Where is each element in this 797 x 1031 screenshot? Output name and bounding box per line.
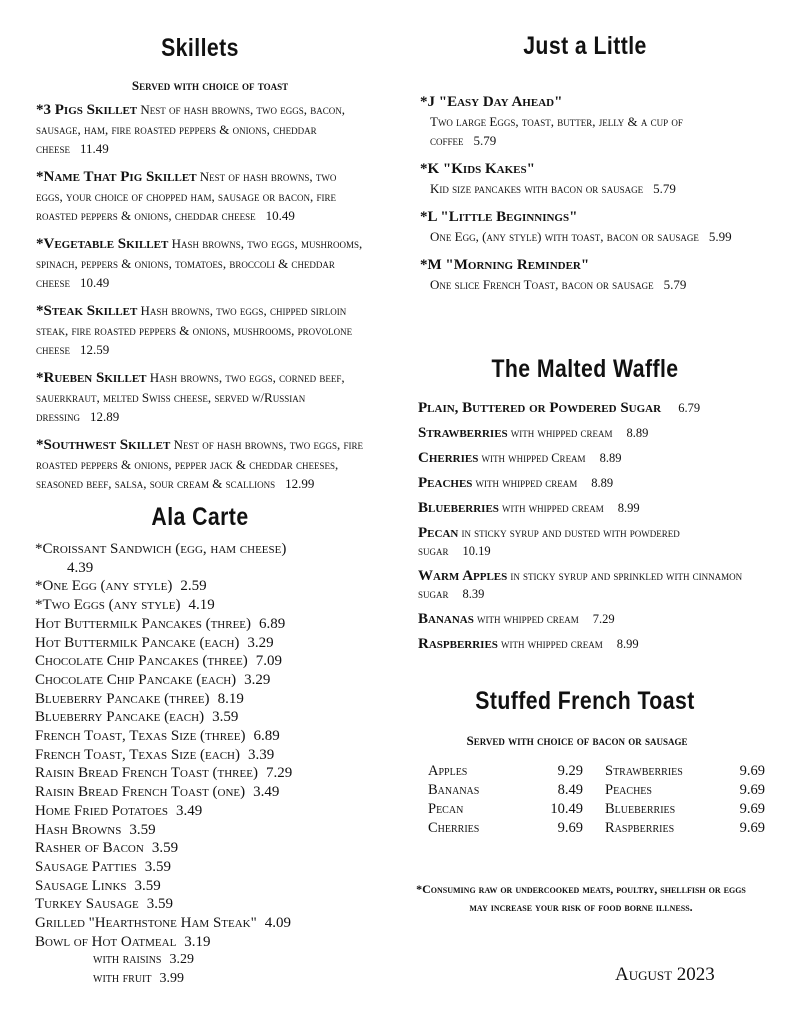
item-price: 7.29	[265, 765, 293, 782]
item-price: 5.79	[653, 181, 676, 196]
menu-item	[35, 821, 395, 840]
menu-item	[418, 524, 748, 560]
stuffed-french-toast-table	[428, 762, 765, 838]
item-name: *Steak Skillet	[36, 303, 138, 319]
just-a-little-title: Just a Little	[523, 32, 647, 60]
item-description: with whipped cream	[501, 637, 603, 651]
table-cell: 9.69	[739, 763, 765, 779]
stuffed-french-toast-title: Stuffed French Toast	[475, 687, 695, 715]
item-name: Home Fried Potatoes	[35, 802, 168, 819]
menu-item	[35, 727, 395, 746]
item-price: 5.79	[663, 277, 687, 292]
table-cell: Blueberries	[605, 801, 676, 817]
item-price: 3.29	[247, 634, 274, 651]
waffle-title: The Malted Waffle	[491, 355, 679, 383]
item-name: Bowl of Hot Oatmeal	[35, 933, 177, 950]
menu-item	[35, 764, 395, 783]
item-description: Nest of hash browns, two eggs, bacon, sausage, ham, fire roasted peppers & onions, cheddar cheese	[36, 102, 346, 156]
menu-item	[418, 399, 748, 417]
menu-item	[35, 877, 395, 896]
item-name: Blueberry Pancake (each)	[35, 709, 205, 726]
item-name: Rasher of Bacon	[35, 840, 144, 857]
item-price: 3.59	[146, 896, 174, 913]
item-description: with whipped cream	[502, 501, 604, 515]
table-row	[428, 800, 765, 819]
item-description: Hash browns, two eggs, mushrooms, spinach, peppers & onions, tomatoes, broccoli & cheddar cheese	[36, 236, 363, 290]
item-name: Hot Buttermilk Pancakes (three)	[35, 615, 252, 632]
table-cell: 9.69	[739, 801, 765, 817]
item-name: Chocolate Chip Pancake (each)	[35, 671, 237, 688]
menu-item	[35, 652, 395, 671]
menu-item	[35, 895, 395, 914]
item-price: 7.29	[592, 612, 615, 626]
item-name: Raisin Bread French Toast (one)	[35, 784, 246, 801]
menu-item	[35, 933, 395, 952]
menu-item	[420, 255, 740, 294]
item-price: 3.49	[253, 784, 280, 801]
item-name: Plain, Buttered or Powdered Sugar	[418, 400, 662, 416]
menu-item	[36, 167, 366, 225]
item-name: *Two Eggs (any style)	[35, 597, 181, 614]
menu-item	[35, 671, 395, 690]
menu-item	[35, 746, 395, 765]
item-description: in sticky syrup and dusted with powdered sugar	[418, 526, 680, 558]
menu-item	[418, 567, 748, 603]
item-name: Grilled "Hearthstone Ham Steak"	[35, 915, 257, 932]
item-price: 3.59	[151, 840, 179, 857]
menu-item	[35, 596, 395, 615]
item-price: 8.39	[462, 587, 485, 601]
menu-item	[35, 690, 395, 709]
item-name: Blueberry Pancake (three)	[35, 690, 210, 707]
skillets-list	[36, 100, 366, 502]
item-name: Chocolate Chip Pancakes (three)	[35, 653, 248, 670]
item-price: 3.29	[169, 952, 194, 968]
just-a-little-list	[420, 92, 740, 303]
item-price: 6.89	[253, 728, 280, 745]
item-description-text: Kid size pancakes with bacon or sausage	[430, 181, 644, 196]
item-price: 6.89	[259, 615, 286, 632]
item-price: 3.39	[247, 746, 275, 763]
item-price: 3.59	[129, 821, 156, 838]
item-name: Bananas	[418, 611, 474, 627]
menu-item	[35, 634, 395, 653]
menu-item	[418, 499, 748, 517]
item-name: Hot Buttermilk Pancake (each)	[35, 634, 240, 651]
menu-item	[420, 207, 740, 246]
ala-carte-list	[35, 540, 395, 989]
item-price: 6.79	[678, 401, 701, 415]
item-name: with fruit	[93, 971, 152, 987]
item-price: 12.59	[80, 342, 110, 357]
item-name: Pecan	[418, 525, 459, 541]
item-name: Sausage Links	[35, 877, 127, 894]
table-row	[428, 819, 765, 838]
item-name: *L "Little Beginnings"	[420, 209, 578, 225]
menu-item	[418, 635, 748, 653]
item-description: with whipped cream	[475, 476, 578, 490]
item-price: 12.89	[90, 409, 120, 424]
menu-item	[35, 970, 395, 989]
item-price: 3.99	[159, 971, 184, 987]
table-row	[428, 762, 765, 781]
item-name: Hash Browns	[35, 821, 122, 838]
item-price: 5.79	[473, 133, 497, 148]
item-name: *One Egg (any style)	[35, 578, 173, 595]
menu-item	[35, 708, 395, 727]
menu-item	[418, 424, 748, 442]
item-name: French Toast, Texas Size (each)	[35, 746, 240, 763]
item-price: 7.09	[255, 653, 283, 670]
item-name: Turkey Sausage	[35, 896, 139, 913]
table-cell: 9.69	[739, 782, 765, 798]
table-cell: 9.69	[557, 820, 583, 836]
menu-item	[35, 783, 395, 802]
item-description	[420, 112, 740, 150]
item-price: 8.19	[217, 690, 244, 707]
item-description: Hash browns, two eggs, corned beef, sauerkraut, melted Swiss cheese, served w/Russian dressing	[36, 370, 345, 424]
item-price: 10.19	[462, 544, 491, 558]
table-cell: Strawberries	[605, 763, 683, 779]
item-price: 3.49	[175, 802, 203, 819]
food-safety-notice: *Consuming raw or undercooked meats, poultry, shellfish or eggs may increase your risk of food borne illness.	[416, 882, 746, 914]
item-price: 8.89	[599, 451, 622, 465]
menu-item	[35, 540, 395, 577]
item-name: *Vegetable Skillet	[36, 236, 169, 252]
item-description: Hash browns, two eggs, chipped sirloin steak, fire roasted peppers & onions, mushrooms, provolone cheese	[36, 303, 353, 357]
item-name: Blueberries	[418, 500, 499, 516]
item-price: 4.09	[264, 915, 291, 932]
item-price: 8.89	[591, 476, 614, 490]
item-description-text: One slice French Toast, bacon or sausage	[430, 277, 654, 292]
item-description: Nest of hash browns, two eggs, fire roasted peppers & onions, pepper jack & cheddar cheeses, seasoned beef, salsa, sour cream & scallions	[36, 437, 363, 491]
menu-item	[36, 435, 366, 493]
menu-item	[418, 610, 748, 628]
menu-item	[35, 914, 395, 933]
item-price: 3.29	[244, 671, 271, 688]
item-name: *Rueben Skillet	[36, 370, 147, 386]
item-price: 2.59	[180, 578, 207, 595]
table-cell: Raspberries	[605, 820, 675, 836]
item-name: Sausage Patties	[35, 858, 137, 875]
menu-date: August 2023	[615, 964, 715, 985]
table-cell: Peaches	[605, 782, 652, 798]
item-description: Nest of hash browns, two eggs, your choice of chopped ham, sausage or bacon, fire roasted peppers & onions, cheddar cheese	[36, 169, 337, 223]
item-description	[420, 227, 740, 246]
item-price: 12.99	[285, 476, 315, 491]
item-description: with whipped Cream	[481, 451, 586, 465]
skillets-title: Skillets	[161, 34, 239, 62]
item-name: Warm Apples	[418, 568, 508, 584]
waffle-list	[418, 399, 748, 660]
item-name: Strawberries	[418, 425, 508, 441]
item-description	[420, 275, 740, 294]
item-name: Peaches	[418, 475, 473, 491]
item-price: 3.59	[212, 709, 239, 726]
item-description: in sticky syrup and sprinkled with cinnamon sugar	[418, 569, 743, 601]
item-description: with whipped cream	[510, 426, 613, 440]
item-description-text: Two large Eggs, toast, butter, jelly & a cup of coffee	[430, 114, 683, 148]
skillets-subtitle: Served with choice of toast	[131, 78, 289, 93]
item-price: 8.89	[626, 426, 649, 440]
menu-item	[35, 615, 395, 634]
item-name: *Name That Pig Skillet	[36, 169, 197, 185]
table-row	[428, 781, 765, 800]
table-cell: Bananas	[428, 782, 480, 798]
item-description-text: One Egg, (any style) with toast, bacon or sausage	[430, 229, 699, 244]
table-cell: Pecan	[428, 801, 464, 817]
menu-item	[35, 839, 395, 858]
item-name: with raisins	[93, 952, 162, 968]
item-name: French Toast, Texas Size (three)	[35, 728, 246, 745]
item-price: 10.49	[265, 208, 295, 223]
menu-item	[36, 234, 366, 292]
item-price: 4.19	[188, 597, 215, 614]
item-name: Cherries	[418, 450, 479, 466]
item-price: 8.99	[616, 637, 639, 651]
item-name: *J "Easy Day Ahead"	[420, 94, 563, 110]
item-name: *3 Pigs Skillet	[36, 102, 138, 118]
menu-item	[418, 474, 748, 492]
menu-item	[420, 159, 740, 198]
table-cell: 9.29	[557, 763, 583, 779]
table-cell: Cherries	[428, 820, 480, 836]
item-description: with whipped cream	[476, 612, 579, 626]
menu-item	[36, 100, 366, 158]
item-name: *K "Kids Kakes"	[420, 161, 535, 177]
item-name: Raspberries	[418, 636, 498, 652]
menu-item	[35, 858, 395, 877]
item-description	[420, 179, 740, 198]
menu-item	[35, 577, 395, 596]
table-cell: 8.49	[557, 782, 583, 798]
table-cell: Apples	[428, 763, 468, 779]
item-price: 4.39	[67, 559, 94, 576]
item-name: *Southwest Skillet	[36, 437, 171, 453]
menu-item	[35, 951, 395, 970]
item-name: Raisin Bread French Toast (three)	[35, 765, 258, 782]
table-cell: 10.49	[550, 801, 583, 817]
item-price: 3.59	[134, 877, 161, 894]
item-name: *M "Morning Reminder"	[420, 257, 590, 273]
item-price: 8.99	[617, 501, 640, 515]
item-name: *Croissant Sandwich (egg, ham cheese)	[35, 541, 287, 557]
table-cell: 9.69	[739, 820, 765, 836]
item-price: 5.99	[708, 229, 732, 244]
menu-item	[36, 368, 366, 426]
menu-item	[35, 802, 395, 821]
menu-item	[36, 301, 366, 359]
item-price: 3.19	[184, 933, 211, 950]
item-price: 3.59	[144, 858, 171, 875]
item-price: 11.49	[80, 141, 109, 156]
menu-item	[418, 449, 748, 467]
stuffed-french-toast-subtitle: Served with choice of bacon or sausage	[466, 733, 688, 748]
item-price: 10.49	[80, 275, 110, 290]
ala-carte-title: Ala Carte	[151, 503, 249, 531]
menu-item	[420, 92, 740, 150]
